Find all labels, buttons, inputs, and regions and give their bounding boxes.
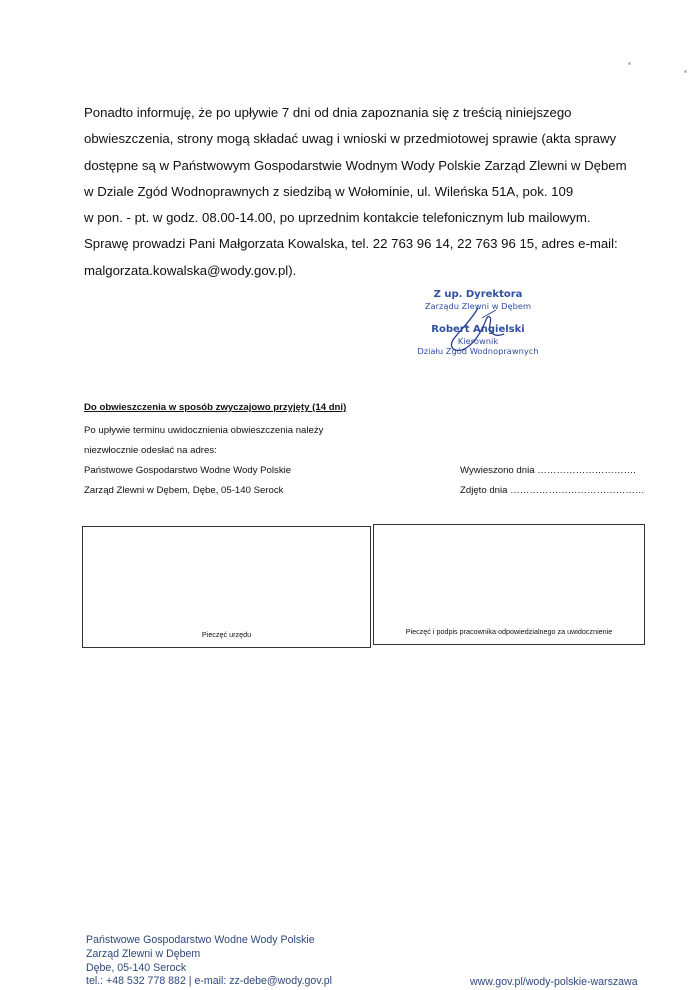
paragraph-line: w Dziale Zgód Wodnoprawnych z siedzibą w Wołominie, ul. Wileńska 51A, pok. 109 <box>84 183 574 199</box>
body-paragraph <box>84 100 644 284</box>
notice-line: niezwłocznie odesłać na adres: <box>84 445 217 456</box>
notice-instructions <box>84 421 323 461</box>
stamp-line-office: Zarządu Zlewni w Dębem <box>424 301 532 311</box>
footer-contact: tel.: +48 532 778 882 | e-mail: zz-debe@wody.gov.pl <box>86 975 333 988</box>
stamp-line-department: Działu Zgód Wodnoprawnych <box>417 346 539 356</box>
paragraph-line: obwieszczenia, strony mogą składać uwag i wnioski w przedmiotowej sprawie (akta sprawy <box>84 131 617 147</box>
scan-speck <box>684 70 687 73</box>
stamp-line-name: Robert Angielski <box>431 324 525 335</box>
stamp-line-authority: Z up. Dyrektora <box>433 289 523 300</box>
handwritten-signature <box>420 300 530 360</box>
removed-date-field: Zdjęto dnia …………………………………… <box>460 485 645 496</box>
posted-date-field: Wywieszono dnia …………………………. <box>460 465 636 476</box>
stamp-line-role: Kierownik <box>457 336 499 346</box>
footer-website: www.gov.pl/wody-polskie-warszawa <box>470 976 638 988</box>
paragraph-line: Ponadto informuję, że po upływie 7 dni od dnia zapoznania się z treścią niniejszego <box>84 105 572 120</box>
address-line: Państwowe Gospodarstwo Wodne Wody Polskie <box>84 465 292 476</box>
footer-line: Dębe, 05-140 Serock <box>86 961 187 974</box>
posting-dates <box>460 461 644 501</box>
employee-signature-caption: Pieczęć i podpis pracownika odpowiedzialnego za uwidocznienie <box>405 627 613 636</box>
address-line: Zarząd Zlewni w Dębem, Dębe, 05-140 Serock <box>84 485 284 496</box>
paragraph-line: Sprawę prowadzi Pani Małgorzata Kowalska, tel. 22 763 96 14, 22 763 96 15, adres e-mail: <box>84 236 618 252</box>
footer-line: Zarząd Zlewni w Dębem <box>86 947 201 960</box>
paragraph-line: malgorzata.kowalska@wody.gov.pl). <box>84 262 297 278</box>
notice-heading: Do obwieszczenia w sposób zwyczajowo przyjęty (14 dni) <box>84 402 347 413</box>
return-address <box>84 461 291 501</box>
paragraph-line: dostępne są w Państwowym Gospodarstwie Wodnym Wody Polskie Zarząd Zlewni w Dębem <box>84 157 627 173</box>
office-stamp-box <box>82 526 371 648</box>
footer-line: Państwowe Gospodarstwo Wodne Wody Polskie <box>86 934 315 946</box>
scan-speck <box>628 62 631 65</box>
employee-signature-box <box>373 524 645 645</box>
paragraph-line: w pon. - pt. w godz. 08.00-14.00, po uprzednim kontakcie telefonicznym lub mailowym. <box>84 210 591 226</box>
footer-address <box>86 934 332 989</box>
notice-line: Po upływie terminu uwidocznienia obwieszczenia należy <box>84 425 324 436</box>
office-stamp-caption: Pieczęć urzędu <box>201 630 252 639</box>
